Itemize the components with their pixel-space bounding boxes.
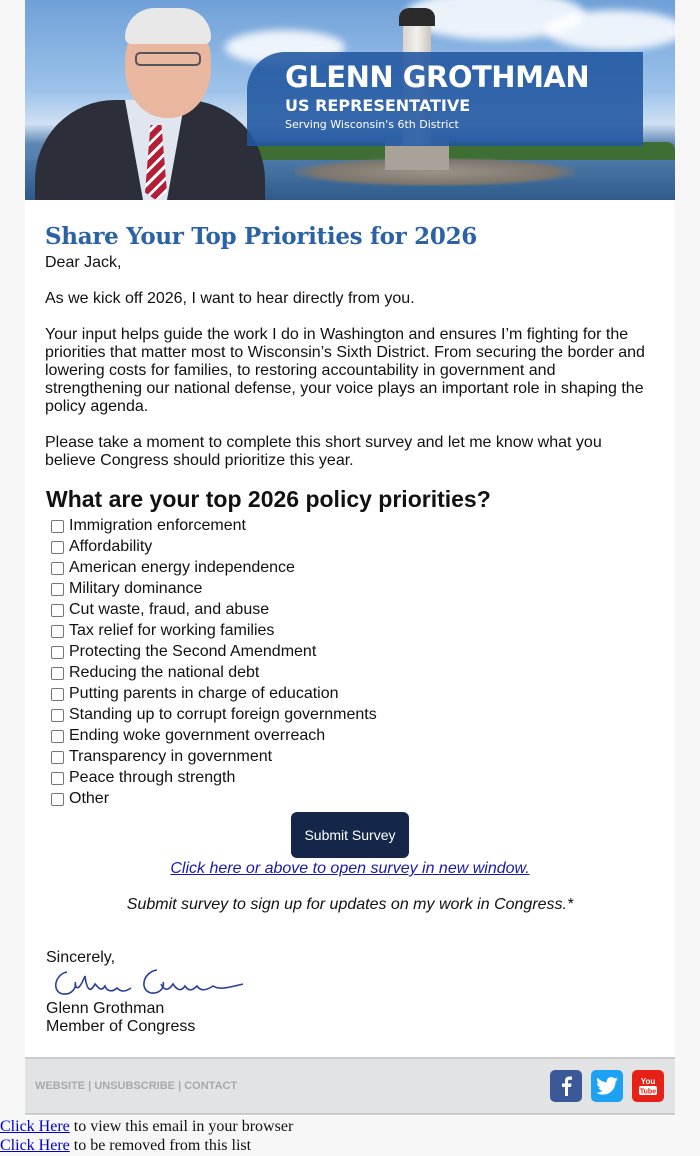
footer-separator: | <box>85 1080 95 1092</box>
footer-links <box>35 1080 237 1092</box>
signer-role: Member of Congress <box>46 1018 196 1035</box>
checkbox[interactable] <box>51 772 64 785</box>
option-second-amendment[interactable]: Protecting the Second Amendment <box>51 641 377 662</box>
svg-text:Tube: Tube <box>639 1088 657 1096</box>
checkbox[interactable] <box>51 709 64 722</box>
representative-name: GLENN GROTHMAN <box>285 60 590 94</box>
youtube-icon[interactable] <box>632 1070 664 1102</box>
checkbox[interactable] <box>51 793 64 806</box>
option-education[interactable]: Putting parents in charge of education <box>51 683 377 704</box>
footer-bar <box>25 1057 675 1115</box>
website-link[interactable]: WEBSITE <box>35 1080 86 1092</box>
signature-image <box>47 962 247 1002</box>
checkbox[interactable] <box>51 751 64 764</box>
name-panel <box>247 52 643 146</box>
portrait-hair <box>125 8 211 44</box>
closing-sincerely: Sincerely, <box>46 949 116 966</box>
submit-survey-button[interactable]: Submit Survey <box>291 812 409 858</box>
representative-title: US REPRESENTATIVE <box>285 96 471 115</box>
signup-note: Submit survey to sign up for updates on my work in Congress.* <box>126 896 574 913</box>
svg-text:You: You <box>640 1077 656 1086</box>
survey-question: What are your top 2026 policy priorities? <box>46 486 491 512</box>
open-survey-link[interactable]: Click here or above to open survey in new window. <box>170 860 530 877</box>
checkbox[interactable] <box>51 583 64 596</box>
unsubscribe-link[interactable]: UNSUBSCRIBE <box>94 1080 176 1092</box>
facebook-icon[interactable] <box>550 1070 582 1102</box>
checkbox[interactable] <box>51 688 64 701</box>
remove-from-list-link[interactable]: Click Here <box>0 1137 70 1154</box>
option-affordability[interactable]: Affordability <box>51 536 377 557</box>
option-tax-relief[interactable]: Tax relief for working families <box>51 620 377 641</box>
greeting: Dear Jack, <box>45 254 122 271</box>
option-other[interactable]: Other <box>51 788 377 809</box>
option-military[interactable]: Military dominance <box>51 578 377 599</box>
paragraph-body: Your input helps guide the work I do in Washington and ensures I’m fighting for the priorities that matter most to Wisconsin’s Sixth District. From securing the border and lowering costs for families, to restoring accountability in government and strengthening our national defense, your voice plays an important role in shaping the policy agenda. <box>45 326 645 415</box>
option-immigration[interactable]: Immigration enforcement <box>51 515 377 536</box>
cloud <box>545 10 675 50</box>
priority-options <box>51 515 377 809</box>
option-foreign-governments[interactable]: Standing up to corrupt foreign governments <box>51 704 377 725</box>
view-in-browser-link[interactable]: Click Here <box>0 1118 70 1135</box>
twitter-icon[interactable] <box>591 1070 623 1102</box>
contact-link[interactable]: CONTACT <box>184 1080 238 1092</box>
paragraph-intro: As we kick off 2026, I want to hear directly from you. <box>45 290 415 307</box>
page-title: Share Your Top Priorities for 2026 <box>45 223 477 250</box>
option-national-debt[interactable]: Reducing the national debt <box>51 662 377 683</box>
option-waste[interactable]: Cut waste, fraud, and abuse <box>51 599 377 620</box>
remove-from-list-line: Click Here to be removed from this list <box>0 1137 252 1154</box>
checkbox[interactable] <box>51 730 64 743</box>
signer-name: Glenn Grothman <box>46 1000 165 1017</box>
option-government-overreach[interactable]: Ending woke government overreach <box>51 725 377 746</box>
option-energy[interactable]: American energy independence <box>51 557 377 578</box>
portrait-glasses <box>135 52 201 66</box>
checkbox[interactable] <box>51 541 64 554</box>
option-peace[interactable]: Peace through strength <box>51 767 377 788</box>
header-banner <box>25 0 675 200</box>
checkbox[interactable] <box>51 520 64 533</box>
footer-separator: | <box>175 1080 185 1092</box>
checkbox[interactable] <box>51 646 64 659</box>
view-in-browser-line: Click Here to view this email in your browser <box>0 1118 294 1135</box>
checkbox[interactable] <box>51 562 64 575</box>
email-container <box>25 0 675 1116</box>
lighthouse-cap <box>399 8 435 26</box>
checkbox[interactable] <box>51 604 64 617</box>
district-label: Serving Wisconsin's 6th District <box>285 118 459 131</box>
option-transparency[interactable]: Transparency in government <box>51 746 377 767</box>
checkbox[interactable] <box>51 625 64 638</box>
paragraph-request: Please take a moment to complete this short survey and let me know what you believe Congress should prioritize this year. <box>45 434 602 469</box>
checkbox[interactable] <box>51 667 64 680</box>
